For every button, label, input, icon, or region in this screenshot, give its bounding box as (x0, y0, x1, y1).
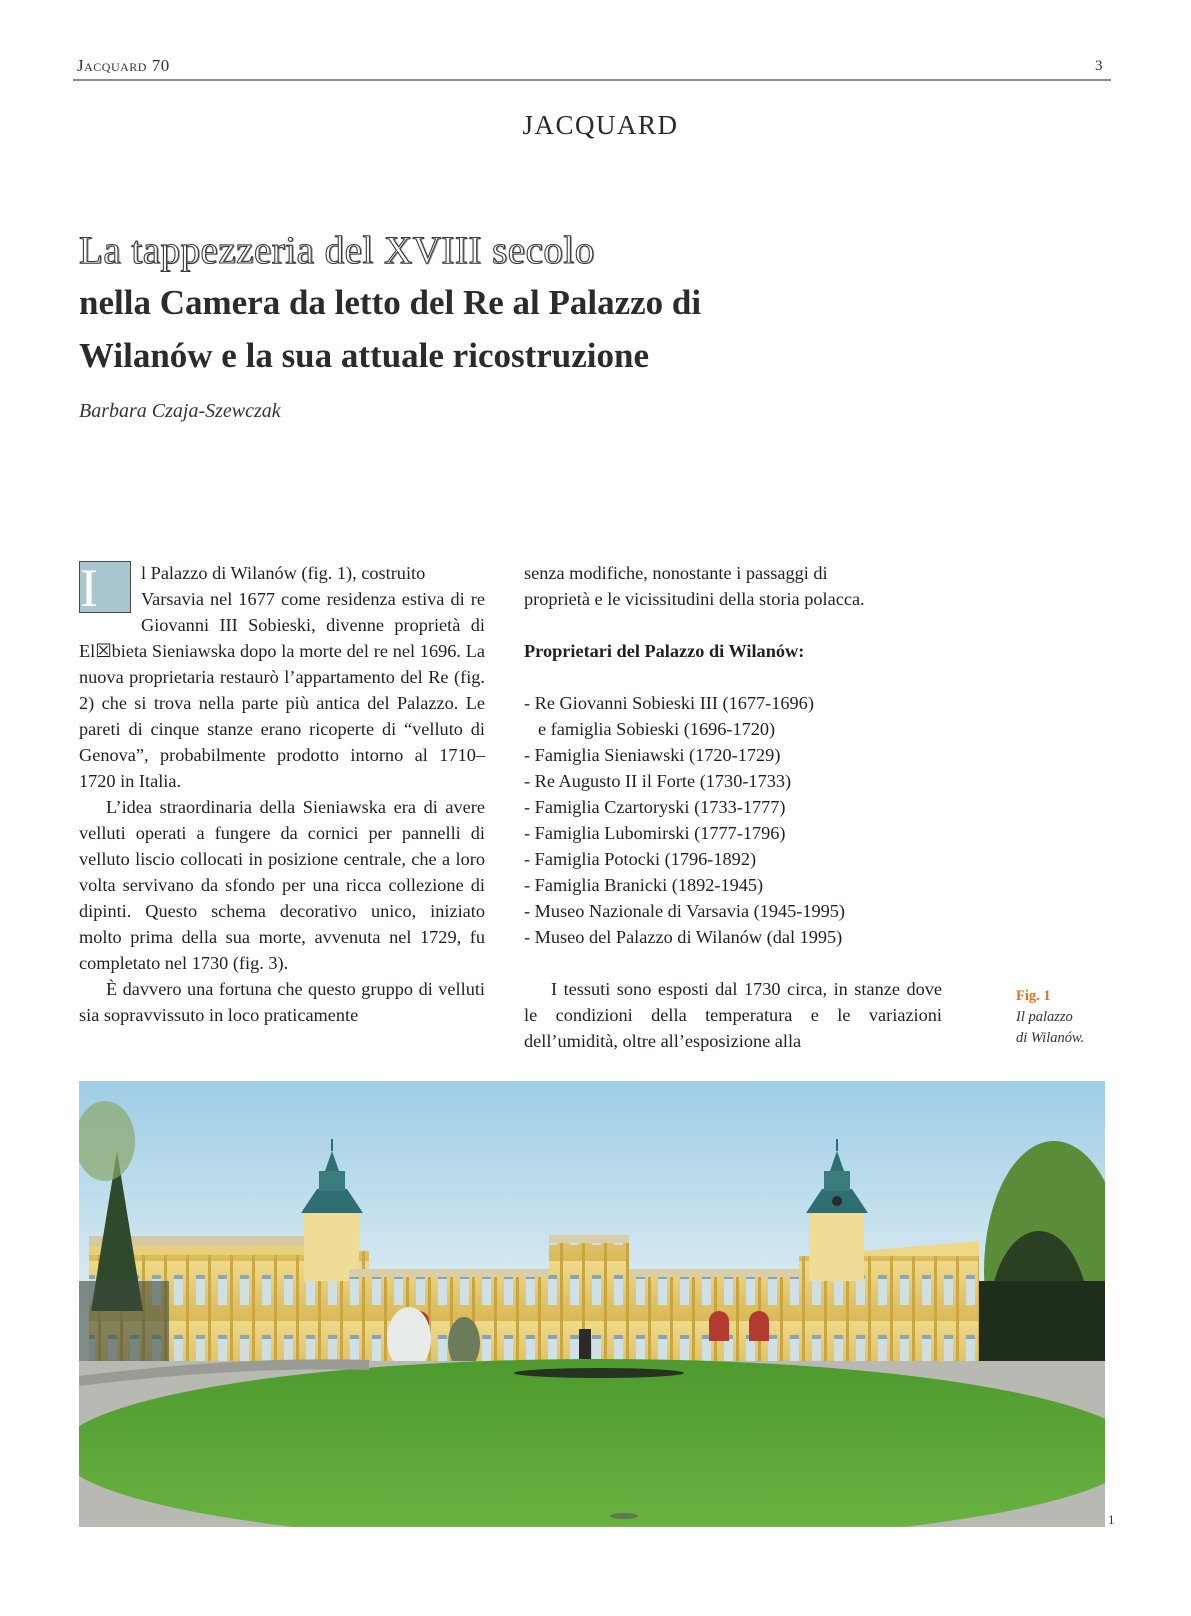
paragraph-continued-line-1: senza modifiche, nonostante i passaggi di (524, 563, 828, 583)
paragraph-continued (524, 560, 942, 612)
paragraph-1-rest: di re Giovanni III Sobieski, divenne proprietà di El☒bieta Sieniawska dopo la morte del re nel 1696. La nuova proprietaria restaurò l’appartamento del Re (fig. 2) che si trova nella parte più antica del Palazzo. Le pareti di cinque stanze erano ricoperte di “velluto di Genova”, probabilmente prodotto intorno al 1710–1720 in Italia. (79, 589, 486, 791)
owner-item: - Museo del Palazzo di Wilanów (dal 1995) (524, 927, 843, 947)
owner-item: - Famiglia Potocki (1796-1892) (524, 849, 757, 869)
owner-item: - Famiglia Czartoryski (1733-1777) (524, 797, 786, 817)
header-rule (73, 79, 1111, 81)
fountain-basin (514, 1368, 684, 1378)
owners-list (524, 690, 942, 950)
paragraph-continued-line-2: proprietà e le vicissitudini della storia polacca. (524, 589, 865, 609)
article-author: Barbara Czaja-Szewczak (79, 400, 281, 422)
palace-photo (79, 1081, 1105, 1527)
left-column (79, 560, 485, 1028)
owner-item: - Re Giovanni Sobieski III (1677-1696) (524, 693, 814, 713)
drop-cap: I (79, 561, 131, 613)
photo-number: 1 (1108, 1512, 1115, 1527)
owner-item: - Re Augusto II il Forte (1730-1733) (524, 771, 792, 791)
owners-heading: Proprietari del Palazzo di Wilanów: (524, 641, 805, 661)
figure-caption (1016, 986, 1084, 1049)
owner-item: - Famiglia Lubomirski (1777-1796) (524, 823, 786, 843)
paragraph-1 (79, 560, 485, 794)
article-title (79, 226, 839, 382)
paragraph-2: L’idea straordinaria della Sieniawska era di avere velluti operati a fungere da cornici per pannelli di velluto liscio collocati in posizione centrale, che a loro volta servivano da sfondo per una ricca collezione di dipinti. Questo schema decorativo unico, iniziato molto prima della sua morte, avvenuta nel 1729, fu completato nel 1730 (fig. 3). (79, 797, 485, 973)
paragraph-3: È davvero una fortuna che questo gruppo di velluti sia sopravvissuto in loco praticamente (79, 979, 485, 1025)
page-number: 3 (1095, 58, 1103, 74)
title-line-3: Wilanów e la sua attuale ricostruzione (79, 336, 650, 375)
paragraph-1-line-1: l Palazzo di Wilanów (fig. 1), costruito (141, 563, 426, 583)
palace-illustration (79, 1081, 1105, 1527)
running-head: Jacquard 70 (77, 56, 170, 75)
owner-item: - Famiglia Sieniawski (1720-1729) (524, 745, 781, 765)
figure-caption-line-2: di Wilanów. (1016, 1030, 1085, 1046)
paragraph-4: I tessuti sono esposti dal 1730 circa, in stanze dove le condizioni della temperatura e le variazioni dell’umidità, oltre all’esposizione alla (524, 979, 942, 1051)
section-label: JACQUARD (522, 110, 679, 140)
title-line-1: La tappezzeria del XVIII secolo (79, 229, 595, 272)
right-column (524, 560, 942, 1054)
paragraph-1-line-2: Varsavia nel 1677 come residenza estiva (141, 589, 445, 609)
lawn (79, 1359, 1105, 1527)
owner-item: - Famiglia Branicki (1892-1945) (524, 875, 764, 895)
figure-caption-line-1: Il palazzo (1016, 1009, 1073, 1025)
owner-item: e famiglia Sobieski (1696-1720) (538, 719, 776, 739)
title-line-2: nella Camera da letto del Re al Palazzo di (79, 283, 702, 322)
figure-label: Fig. 1 (1016, 988, 1051, 1004)
owner-item: - Museo Nazionale di Varsavia (1945-1995) (524, 901, 846, 921)
